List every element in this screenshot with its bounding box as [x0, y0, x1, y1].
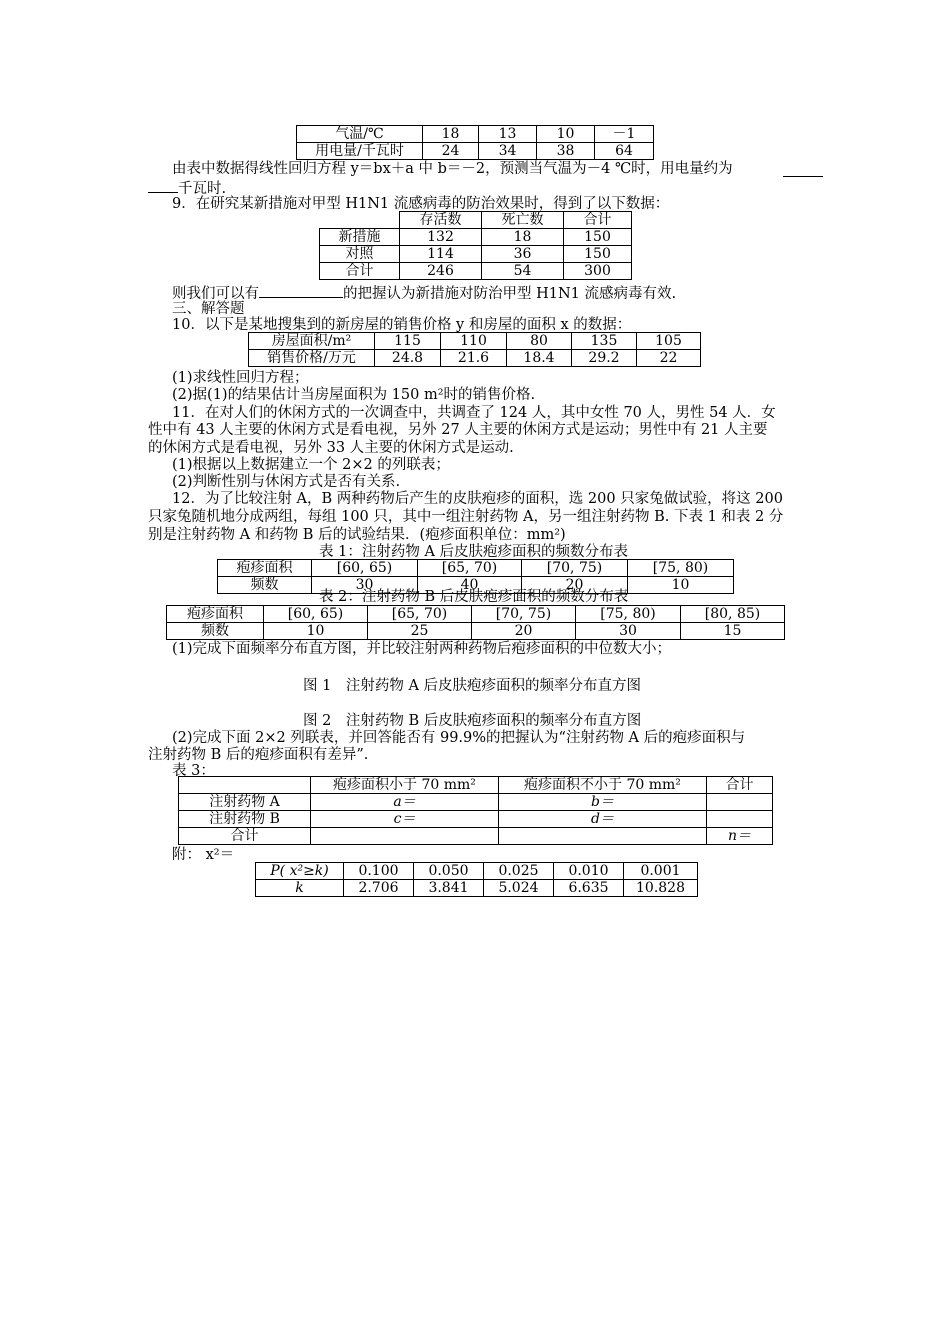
q9-stem: 9．在研究某新措施对甲型 H1N1 流感病毒的防治效果时，得到了以下数据： — [172, 196, 670, 212]
table-cell: 5.024 — [484, 880, 554, 897]
table-cell: 销售价格/万元 — [249, 350, 375, 367]
table-header: 疱疹面积小于 70 mm² — [311, 777, 499, 794]
table3-label: 表 3： — [172, 763, 215, 779]
table-cell: 合计 — [179, 828, 311, 845]
table-cell: [70, 75) — [472, 606, 576, 623]
table-cell: 15 — [681, 623, 785, 640]
table-row — [297, 126, 654, 143]
table-row — [320, 246, 632, 263]
q12-critical-value-table — [255, 862, 698, 897]
table-cell: 18.4 — [507, 350, 572, 367]
table-cell: [75, 80) — [628, 560, 734, 577]
q12-part2-line1: (2)完成下面 2×2 列联表，并回答能否有 99.9%的把握认为“注射药物 A 后的疱疹面积与 — [172, 730, 746, 746]
q12-part1: (1)完成下面频率分布直方图，并比较注射两种药物后疱疹面积的中位数大小； — [172, 641, 672, 657]
table-cell: 注射药物 A — [179, 794, 311, 811]
q10-part2: (2)据(1)的结果估计当房屋面积为 150 m²时的销售价格. — [172, 387, 536, 403]
table-header: 存活数 — [400, 212, 482, 229]
table-cell: 房屋面积/m² — [249, 333, 375, 350]
appendix-formula: 附： x²＝ — [172, 847, 235, 863]
table-cell: 20 — [522, 577, 628, 594]
table-cell: 新措施 — [320, 229, 400, 246]
table-cell: [60, 65) — [312, 560, 418, 577]
table-cell: P( x²≥k) — [256, 863, 344, 880]
q9-conclusion — [172, 283, 676, 303]
table-cell: 10 — [264, 623, 368, 640]
figure2-caption: 图 2 注射药物 B 后皮肤疱疹面积的频率分布直方图 — [303, 713, 642, 729]
table-row — [218, 560, 734, 577]
table-cell: －1 — [595, 126, 654, 143]
table-row — [256, 863, 698, 880]
table-cell: 64 — [595, 143, 654, 160]
table-cell: 30 — [576, 623, 681, 640]
table-cell: 13 — [479, 126, 537, 143]
q11-line1: 11．在对人们的休闲方式的一次调查中，共调查了 124 人，其中女性 70 人，男性 54 人．女 — [172, 405, 776, 421]
table-row — [256, 880, 698, 897]
q12-line2: 只家兔随机地分成两组，每组 100 只，其中一组注射药物 A，另一组注射药物 B. 下表 1 和表 2 分 — [148, 509, 784, 525]
table-row — [179, 811, 773, 828]
table-header: 合计 — [564, 212, 632, 229]
table-cell: 24 — [423, 143, 479, 160]
figure1-caption: 图 1 注射药物 A 后皮肤疱疹面积的频率分布直方图 — [303, 678, 642, 694]
q9-table — [319, 211, 632, 280]
table-cell: 10 — [537, 126, 595, 143]
q10-stem: 10．以下是某地搜集到的新房屋的销售价格 y 和房屋的面积 x 的数据： — [172, 317, 632, 333]
table-cell: 20 — [472, 623, 576, 640]
table-cell — [707, 794, 773, 811]
q12-table3 — [178, 776, 773, 845]
table-cell: 30 — [312, 577, 418, 594]
q8-suffix: 千瓦时. — [178, 181, 227, 197]
table-cell: 注射药物 B — [179, 811, 311, 828]
q11-part2: (2)判断性别与休闲方式是否有关系. — [172, 474, 401, 490]
table-cell: 0.001 — [624, 863, 698, 880]
table-cell: b＝ — [499, 794, 707, 811]
table-cell: 110 — [441, 333, 507, 350]
table-cell: [60, 65) — [264, 606, 368, 623]
answer-blank — [783, 176, 823, 177]
table-cell: 24.8 — [375, 350, 441, 367]
table-cell: [65, 70) — [368, 606, 472, 623]
table-cell: 115 — [375, 333, 441, 350]
table-cell: 132 — [400, 229, 482, 246]
table-row — [167, 623, 785, 640]
table-cell: 300 — [564, 263, 632, 280]
table-cell: 40 — [418, 577, 522, 594]
table1-caption: 表 1：注射药物 A 后皮肤疱疹面积的频数分布表 — [319, 544, 629, 560]
table-cell — [311, 828, 499, 845]
q12-table2 — [166, 605, 785, 640]
table-cell: 疱疹面积 — [218, 560, 312, 577]
table-cell: 135 — [572, 333, 637, 350]
q9-suffix: 的把握认为新措施对防治甲型 H1N1 流感病毒有效. — [343, 286, 677, 302]
table-cell: 18 — [423, 126, 479, 143]
table-cell — [707, 811, 773, 828]
table-cell: [80, 85) — [681, 606, 785, 623]
table-cell: 114 — [400, 246, 482, 263]
table-row — [320, 212, 632, 229]
q10-part1: (1)求线性回归方程； — [172, 370, 309, 386]
table-cell: 频数 — [218, 577, 312, 594]
table-cell: 0.100 — [344, 863, 414, 880]
table2-caption: 表 2：注射药物 B 后皮肤疱疹面积的频数分布表 — [319, 589, 629, 605]
table-header: 死亡数 — [482, 212, 564, 229]
table-cell: 0.010 — [554, 863, 624, 880]
table-cell: 22 — [637, 350, 701, 367]
table-cell — [320, 212, 400, 229]
table-cell: 54 — [482, 263, 564, 280]
answer-blank — [259, 283, 343, 298]
table-cell: 2.706 — [344, 880, 414, 897]
section-heading: 三、解答题 — [172, 301, 245, 317]
table-cell: 合计 — [320, 263, 400, 280]
table-row — [179, 828, 773, 845]
table-cell: 150 — [564, 246, 632, 263]
q11-part1: (1)根据以上数据建立一个 2×2 的列联表； — [172, 457, 450, 473]
table-cell: 36 — [482, 246, 564, 263]
temperature-power-table — [296, 125, 654, 160]
table-header: 疱疹面积不小于 70 mm² — [499, 777, 707, 794]
q12-line1: 12．为了比较注射 A，B 两种药物后产生的皮肤疱疹的面积，选 200 只家兔做试验，将这 200 — [172, 491, 783, 507]
table-cell: 对照 — [320, 246, 400, 263]
table-cell: 38 — [537, 143, 595, 160]
q12-part2-line2: 注射药物 B 后的疱疹面积有差异”. — [148, 747, 369, 763]
table-cell: 疱疹面积 — [167, 606, 264, 623]
table-cell: a＝ — [311, 794, 499, 811]
table-row — [179, 794, 773, 811]
table-cell: 10 — [628, 577, 734, 594]
table-cell: [65, 70) — [418, 560, 522, 577]
table-cell — [499, 828, 707, 845]
table-cell: d＝ — [499, 811, 707, 828]
table-cell: 150 — [564, 229, 632, 246]
table-cell: 用电量/千瓦时 — [297, 143, 423, 160]
q8-line1: 由表中数据得线性回归方程 y＝bx＋a 中 b＝－2，预测当气温为－4 ℃时，用电量约为 — [172, 161, 733, 177]
table-row — [167, 606, 785, 623]
q12-line3: 别是注射药物 A 和药物 B 后的试验结果．(疱疹面积单位：mm²) — [148, 527, 566, 543]
table-cell: 34 — [479, 143, 537, 160]
table-cell: 18 — [482, 229, 564, 246]
table-cell: c＝ — [311, 811, 499, 828]
table-cell: [70, 75) — [522, 560, 628, 577]
table-cell: 频数 — [167, 623, 264, 640]
q11-line2: 性中有 43 人主要的休闲方式是看电视，另外 27 人主要的休闲方式是运动；男性中有 21 人主要 — [148, 422, 768, 438]
q10-table — [248, 332, 701, 367]
table-cell: 0.025 — [484, 863, 554, 880]
table-cell: 3.841 — [414, 880, 484, 897]
table-cell: 0.050 — [414, 863, 484, 880]
q11-line3: 的休闲方式是看电视，另外 33 人主要的休闲方式是运动. — [148, 440, 514, 456]
answer-blank — [148, 178, 178, 193]
table-cell: n＝ — [707, 828, 773, 845]
table-row — [249, 350, 701, 367]
table-row — [297, 143, 654, 160]
table-header: 合计 — [707, 777, 773, 794]
table-cell: 6.635 — [554, 880, 624, 897]
table-cell: 21.6 — [441, 350, 507, 367]
table-cell: 29.2 — [572, 350, 637, 367]
table-cell: 80 — [507, 333, 572, 350]
table-cell: 25 — [368, 623, 472, 640]
q9-prefix: 则我们可以有 — [172, 286, 259, 302]
table-row — [249, 333, 701, 350]
table-cell: k — [256, 880, 344, 897]
table-cell: 气温/℃ — [297, 126, 423, 143]
table-cell: 246 — [400, 263, 482, 280]
table-cell: 105 — [637, 333, 701, 350]
table-cell: [75, 80) — [576, 606, 681, 623]
table-row — [179, 777, 773, 794]
table-row — [320, 229, 632, 246]
table-cell: 10.828 — [624, 880, 698, 897]
table-row — [320, 263, 632, 280]
table-cell — [179, 777, 311, 794]
